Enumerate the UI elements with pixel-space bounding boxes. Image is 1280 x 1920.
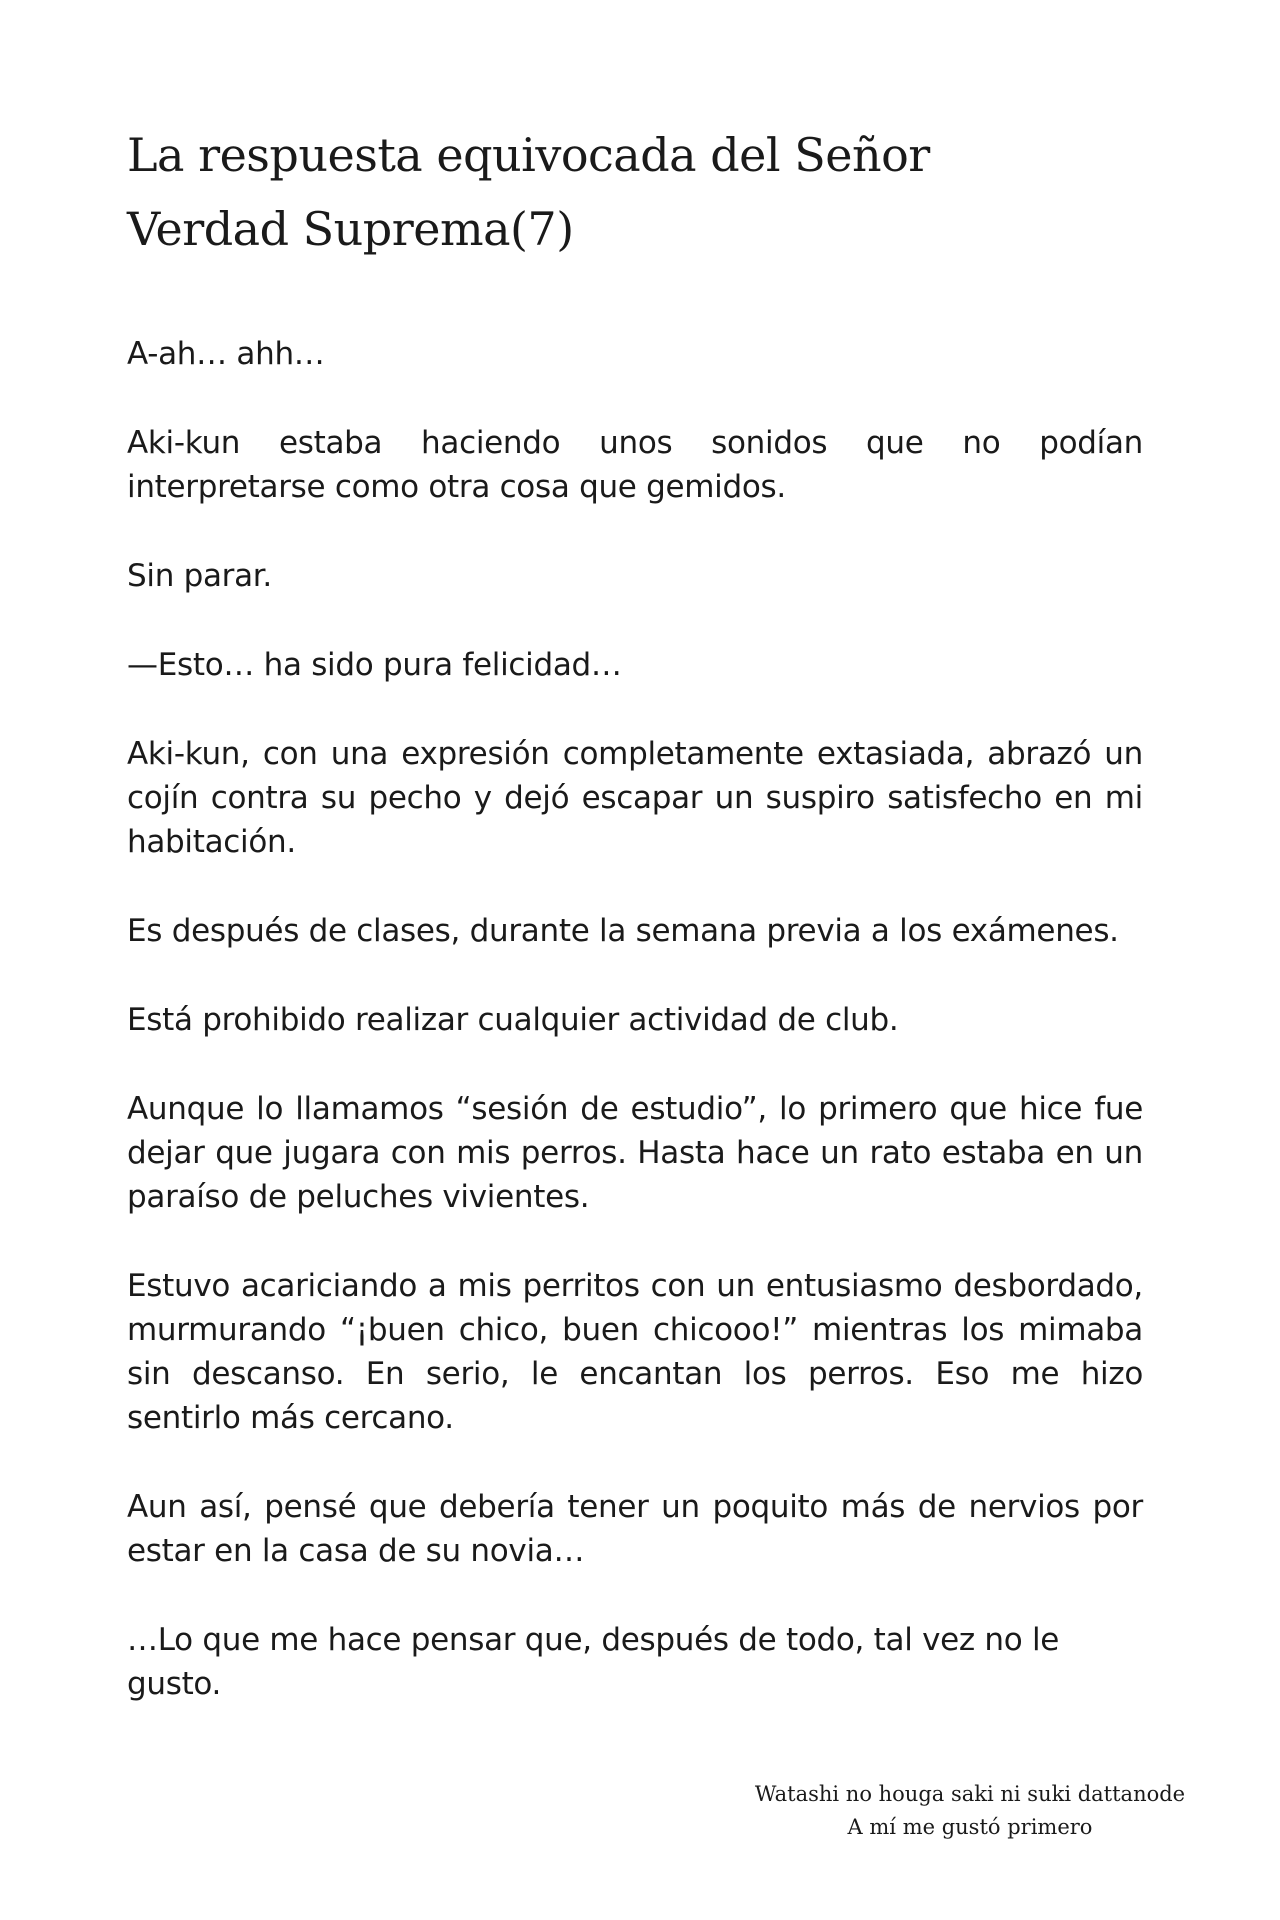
paragraph: Estuvo acariciando a mis perritos con un entusiasmo desbordado, murmurando “¡buen chico, buen chicooo!” mientras los mimaba sin descanso. En serio, le encantan los perros. Eso me hizo sentirlo más cercano. bbox=[127, 1268, 1143, 1436]
paragraph: Sin parar. bbox=[127, 558, 272, 594]
paragraph: Aki-kun estaba haciendo unos sonidos que no podían interpretarse como otra cosa que gemidos. bbox=[127, 425, 1143, 505]
paragraph: —Esto… ha sido pura felicidad… bbox=[127, 647, 622, 683]
series-title: Watashi no houga saki ni suki dattanode bbox=[754, 1782, 1186, 1806]
chapter-body bbox=[127, 332, 1143, 1751]
paragraph: Aki-kun, con una expresión completamente extasiada, abrazó un cojín contra su pecho y dejó escapar un suspiro satisfecho en mi habitación. bbox=[127, 736, 1143, 860]
paragraph: …Lo que me hace pensar que, después de todo, tal vez no le gusto. bbox=[127, 1622, 1060, 1702]
paragraph: Aunque lo llamamos “sesión de estudio”, lo primero que hice fue dejar que jugara con mis perros. Hasta hace un rato estaba en un paraíso de peluches vivientes. bbox=[127, 1091, 1143, 1215]
series-subtitle: A mí me gustó primero bbox=[847, 1815, 1093, 1839]
page-footer bbox=[720, 1778, 1220, 1844]
paragraph: A-ah… ahh… bbox=[127, 336, 325, 372]
paragraph: Está prohibido realizar cualquier actividad de club. bbox=[127, 1002, 899, 1038]
paragraph: Es después de clases, durante la semana previa a los exámenes. bbox=[127, 913, 1119, 949]
paragraph: Aun así, pensé que debería tener un poquito más de nervios por estar en la casa de su novia… bbox=[127, 1489, 1143, 1569]
chapter-title: La respuesta equivocada del Señor Verdad Suprema(7) bbox=[127, 128, 930, 256]
